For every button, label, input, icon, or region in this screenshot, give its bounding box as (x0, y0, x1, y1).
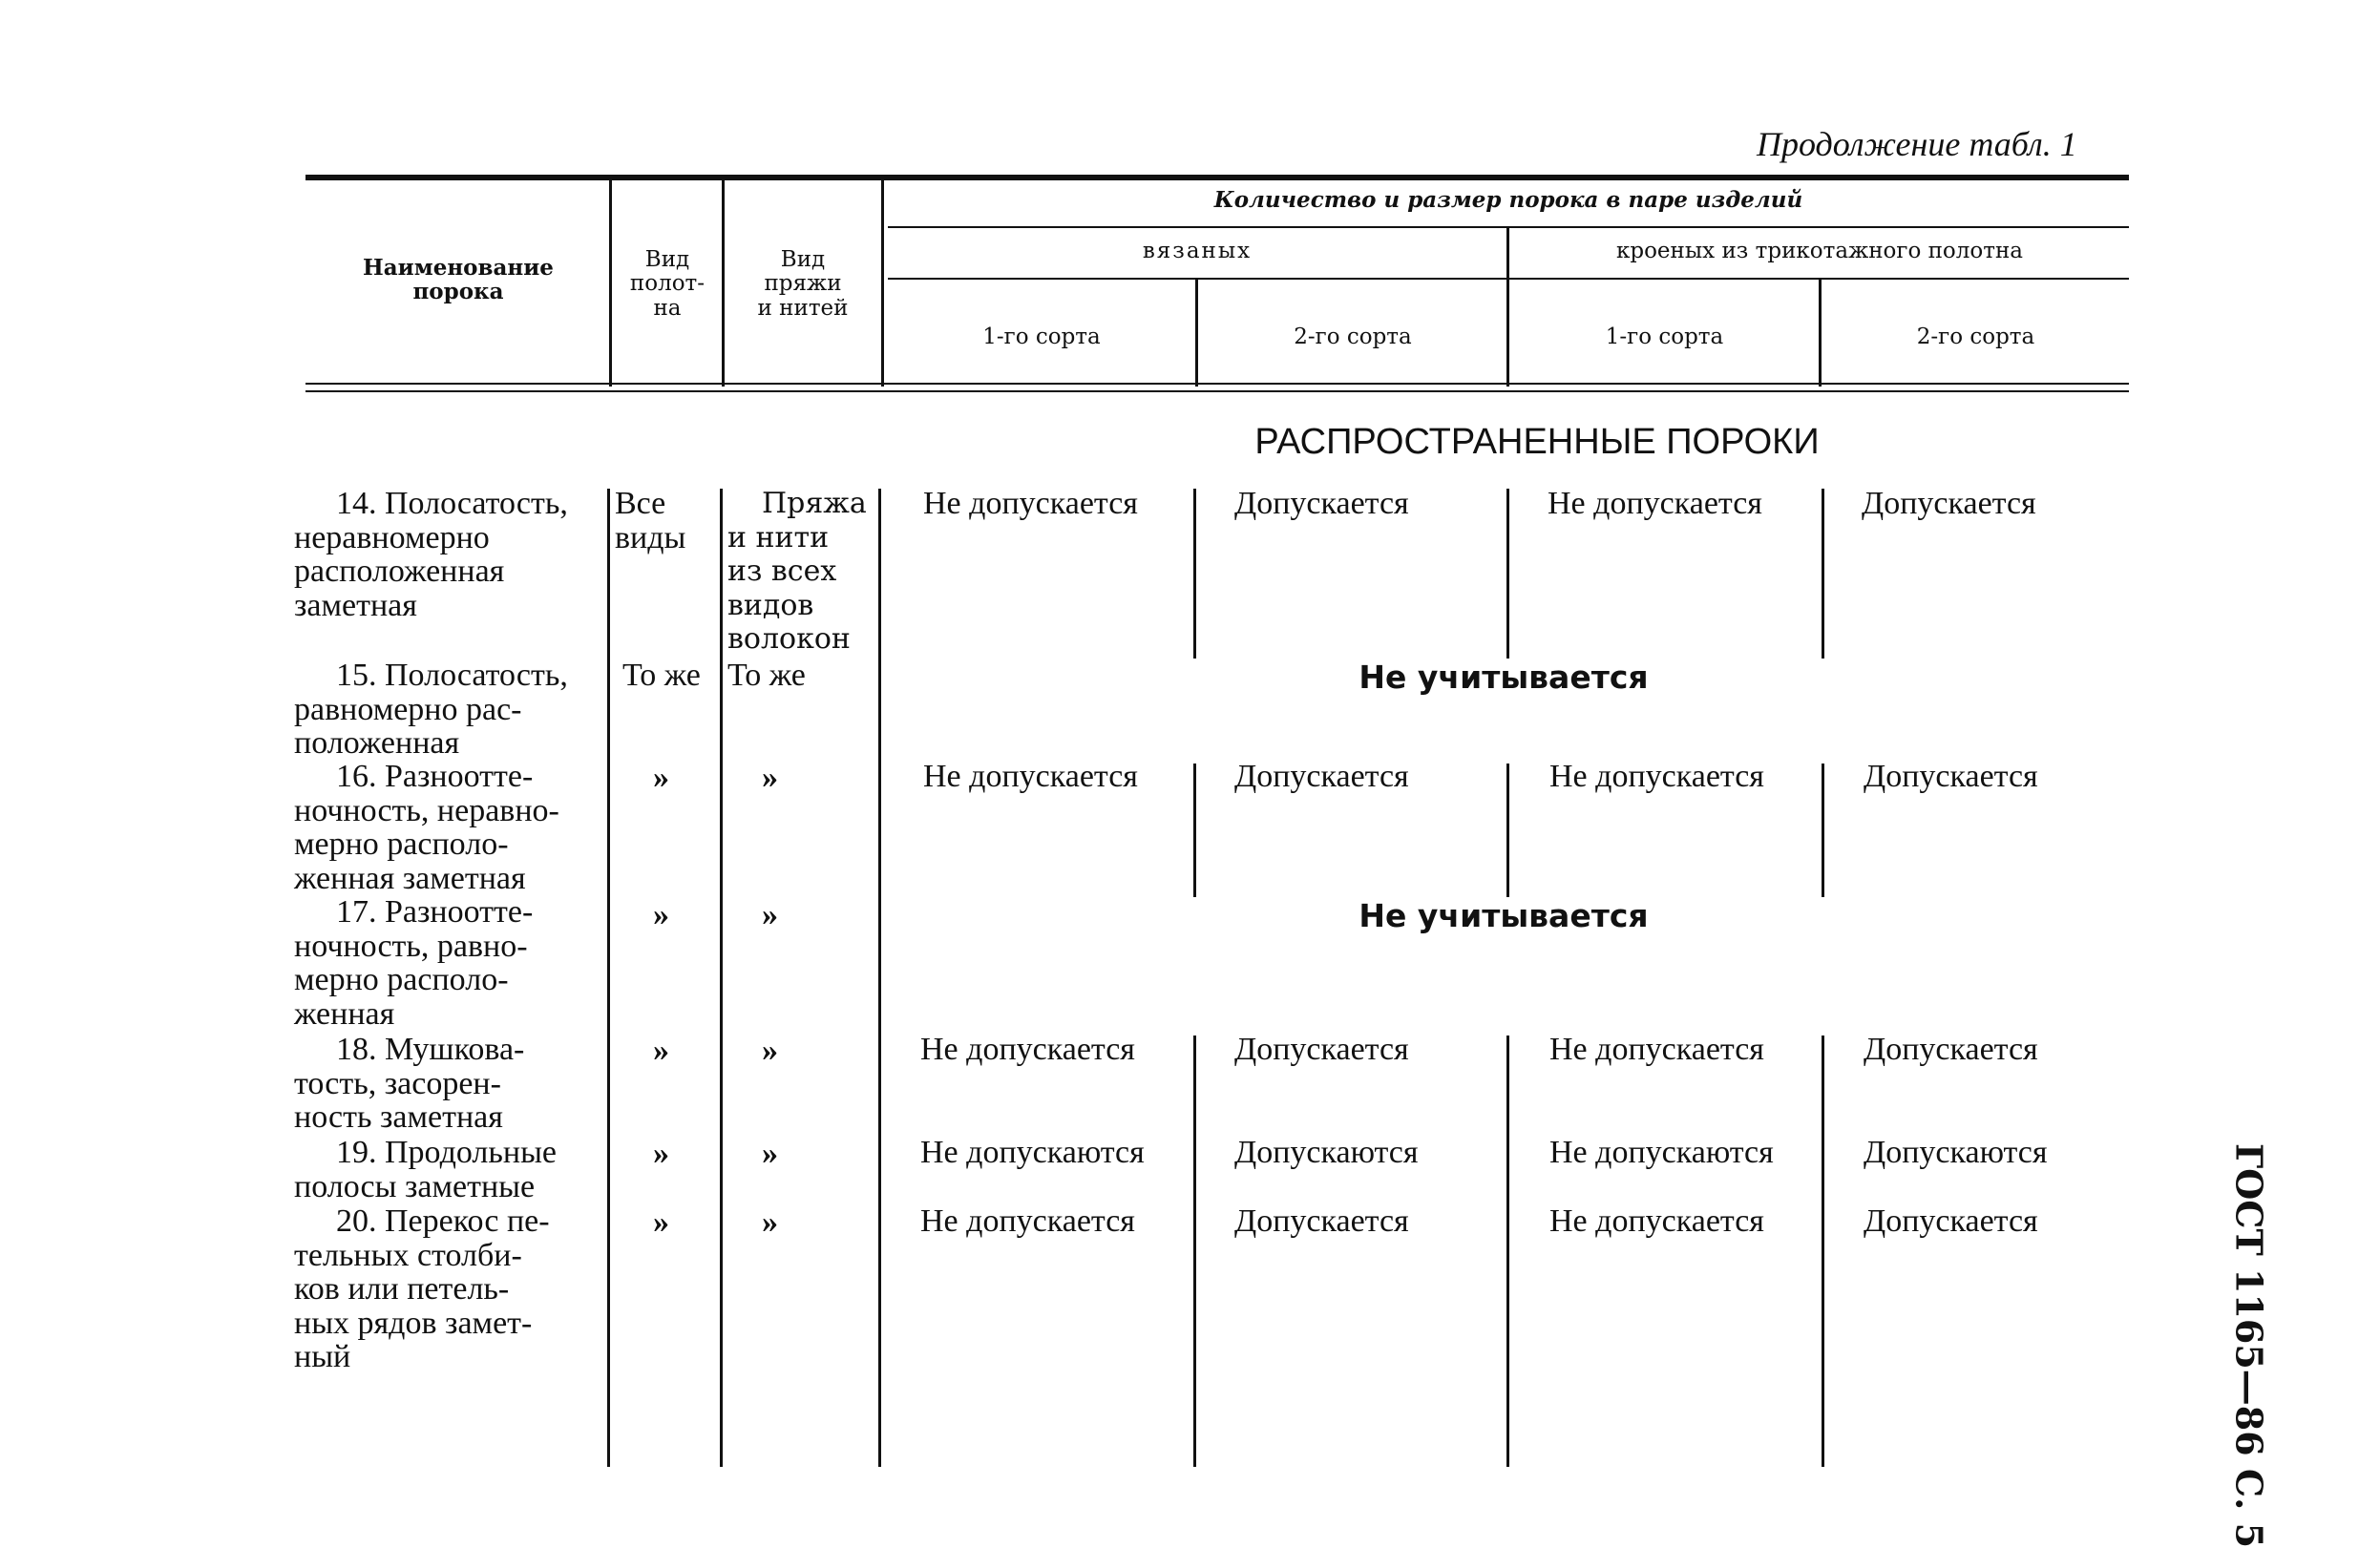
column-divider (1506, 1035, 1509, 1467)
row-yarn-ditto: » (762, 1136, 778, 1171)
header-knitted-grade-2: 2-го сорта (1294, 324, 1412, 349)
row-value-cut-2: Допускается (1864, 1032, 2038, 1067)
header-subgroup-cut: кроеных из трикотажного полотна (1615, 239, 2024, 263)
row-value-knitted-2: Допускается (1234, 486, 1409, 521)
row-name-line: ный (294, 1339, 351, 1374)
row-value-cut-1: Не допускается (1549, 1203, 1764, 1239)
row-name-line: женная (294, 995, 395, 1032)
table-row-name (294, 1136, 609, 1203)
row-name-line: 18. Мушкова- (336, 1032, 525, 1067)
header-divider (609, 178, 612, 387)
row-name-line: расположенная (294, 554, 505, 589)
column-divider (1193, 1035, 1196, 1467)
row-fabric-line: Все (615, 486, 666, 521)
row-value-cut-2: Допускается (1862, 486, 2036, 521)
row-name-line: мерно располо- (294, 962, 509, 997)
row-name-line: 20. Перекос пе- (336, 1203, 550, 1239)
table-continuation-note: Продолжение табл. 1 (1757, 125, 2077, 163)
column-divider (1193, 764, 1196, 897)
row-value-cut-1: Не допускается (1548, 486, 1762, 521)
row-value-knitted-2: Допускается (1234, 1203, 1409, 1239)
row-value-knitted-1: Не допускается (923, 759, 1138, 794)
header-divider (881, 178, 884, 387)
row-fabric: То же (622, 658, 701, 693)
column-divider (1193, 489, 1196, 659)
row-value-cut-2: Допускается (1864, 1203, 2038, 1239)
row-name-line: 16. Разнооттe- (336, 759, 534, 794)
row-name-line: равномерно рас- (294, 691, 522, 727)
section-title: РАСПРОСТРАНЕННЫЕ ПОРОКИ (1254, 422, 1820, 462)
row-value-cut-2: Допускается (1864, 759, 2038, 794)
row-fabric-ditto: » (653, 760, 669, 795)
row-value-knitted-2: Допускается (1234, 759, 1409, 794)
row-value-knitted-1: Не допускается (920, 1032, 1135, 1067)
row-yarn (727, 487, 867, 657)
header-cut-grade-1: 1-го сорта (1605, 324, 1724, 349)
row-fabric-ditto: » (653, 1033, 669, 1068)
header-yarn-type-line: Вид (780, 247, 826, 272)
row-name-line: 19. Продольные (336, 1135, 558, 1170)
header-defect-name-line: Наименование (363, 255, 554, 281)
row-name-line: ночность, равно- (294, 928, 528, 964)
row-value-cut-1: Не допускаются (1549, 1135, 1774, 1170)
table-row-name (294, 895, 609, 1031)
row-name-line: тость, засорен- (294, 1065, 501, 1101)
row-value-knitted-2: Допускаются (1234, 1135, 1419, 1170)
row-name-line: 17. Разнооттe- (336, 894, 534, 930)
row-name-line: ность заметная (294, 1099, 503, 1135)
header-divider (1819, 280, 1822, 387)
row-value-knitted-2: Допускается (1234, 1032, 1409, 1067)
row-name-line: женная заметная (294, 860, 526, 896)
header-yarn-type-line: и нитей (757, 295, 849, 321)
table-row-name (294, 1033, 609, 1135)
column-divider (720, 489, 723, 1467)
row-yarn-ditto: » (762, 1204, 778, 1240)
row-yarn-ditto: » (762, 1033, 778, 1068)
column-divider (1506, 764, 1509, 897)
column-divider (1506, 489, 1509, 659)
row-value-cut-2: Допускаются (1864, 1135, 2048, 1170)
row-yarn-line: Пряжа (762, 487, 867, 520)
header-bottom-rule-2 (305, 390, 2129, 392)
row-value-knitted-1: Не допускается (920, 1203, 1135, 1239)
header-fabric-type-line: Вид (644, 247, 690, 272)
header-yarn-type (727, 248, 878, 321)
row-note: Не учитывается (1358, 659, 1649, 696)
row-name-line: 15. Полосатость, (336, 658, 568, 693)
header-defect-name-line: порока (412, 279, 504, 305)
table-row-name (294, 659, 609, 761)
row-yarn-ditto: » (762, 897, 778, 932)
row-value-cut-1: Не допускается (1549, 759, 1764, 794)
column-divider (1822, 489, 1824, 659)
row-name-line: 14. Полосатость, (336, 486, 568, 521)
row-value-cut-1: Не допускается (1549, 1032, 1764, 1067)
row-name-line: полосы заметные (294, 1168, 536, 1204)
row-name-line: заметная (294, 587, 417, 623)
row-name-line: ных рядов замет- (294, 1305, 533, 1341)
column-divider (1822, 1035, 1824, 1467)
table-row-name (294, 1204, 609, 1374)
row-name-line: ков или петель- (294, 1271, 510, 1307)
document-code: ГОСТ 1165—86 С. 5 (2227, 1142, 2271, 1548)
row-yarn-line: видов (727, 588, 814, 622)
row-name-line: ночность, неравно- (294, 792, 559, 828)
row-yarn: То же (727, 658, 806, 693)
row-fabric-ditto: » (653, 897, 669, 932)
header-subgroup-knitted: вязаных (1142, 239, 1253, 263)
column-divider (1822, 764, 1824, 897)
header-divider (1506, 228, 1509, 387)
header-fabric-type-line: на (653, 295, 682, 321)
row-fabric-line: виды (615, 519, 686, 555)
row-value-knitted-1: Не допускается (923, 486, 1138, 521)
row-yarn-line: волокон (727, 622, 851, 656)
row-fabric (615, 487, 685, 554)
row-fabric-ditto: » (653, 1136, 669, 1171)
row-name-line: мерно располо- (294, 826, 509, 862)
table-row-name (294, 487, 609, 622)
row-name-line: положенная (294, 725, 460, 761)
row-note: Не учитывается (1358, 897, 1649, 934)
header-cut-grade-2: 2-го сорта (1916, 324, 2035, 349)
row-value-knitted-1: Не допускаются (920, 1135, 1145, 1170)
column-divider (878, 489, 881, 1467)
header-fabric-type-line: полот- (629, 271, 706, 297)
row-name-line: неравномерно (294, 519, 490, 555)
row-yarn-line: из всех (727, 554, 837, 588)
header-knitted-grade-1: 1-го сорта (982, 324, 1101, 349)
header-yarn-type-line: пряжи (764, 271, 842, 297)
header-fabric-type (615, 248, 720, 321)
row-name-line: тельных столби- (294, 1237, 522, 1273)
row-fabric-ditto: » (653, 1204, 669, 1240)
row-yarn-ditto: » (762, 760, 778, 795)
row-yarn-line: и нити (727, 520, 830, 554)
header-defect-name (315, 256, 601, 304)
header-group-title: Количество и размер порока в паре изделий (1213, 187, 1803, 213)
header-divider (1195, 280, 1198, 387)
table-row-name (294, 760, 609, 895)
header-divider (722, 178, 725, 387)
top-rule (305, 175, 2129, 180)
header-bottom-rule-1 (305, 383, 2129, 385)
